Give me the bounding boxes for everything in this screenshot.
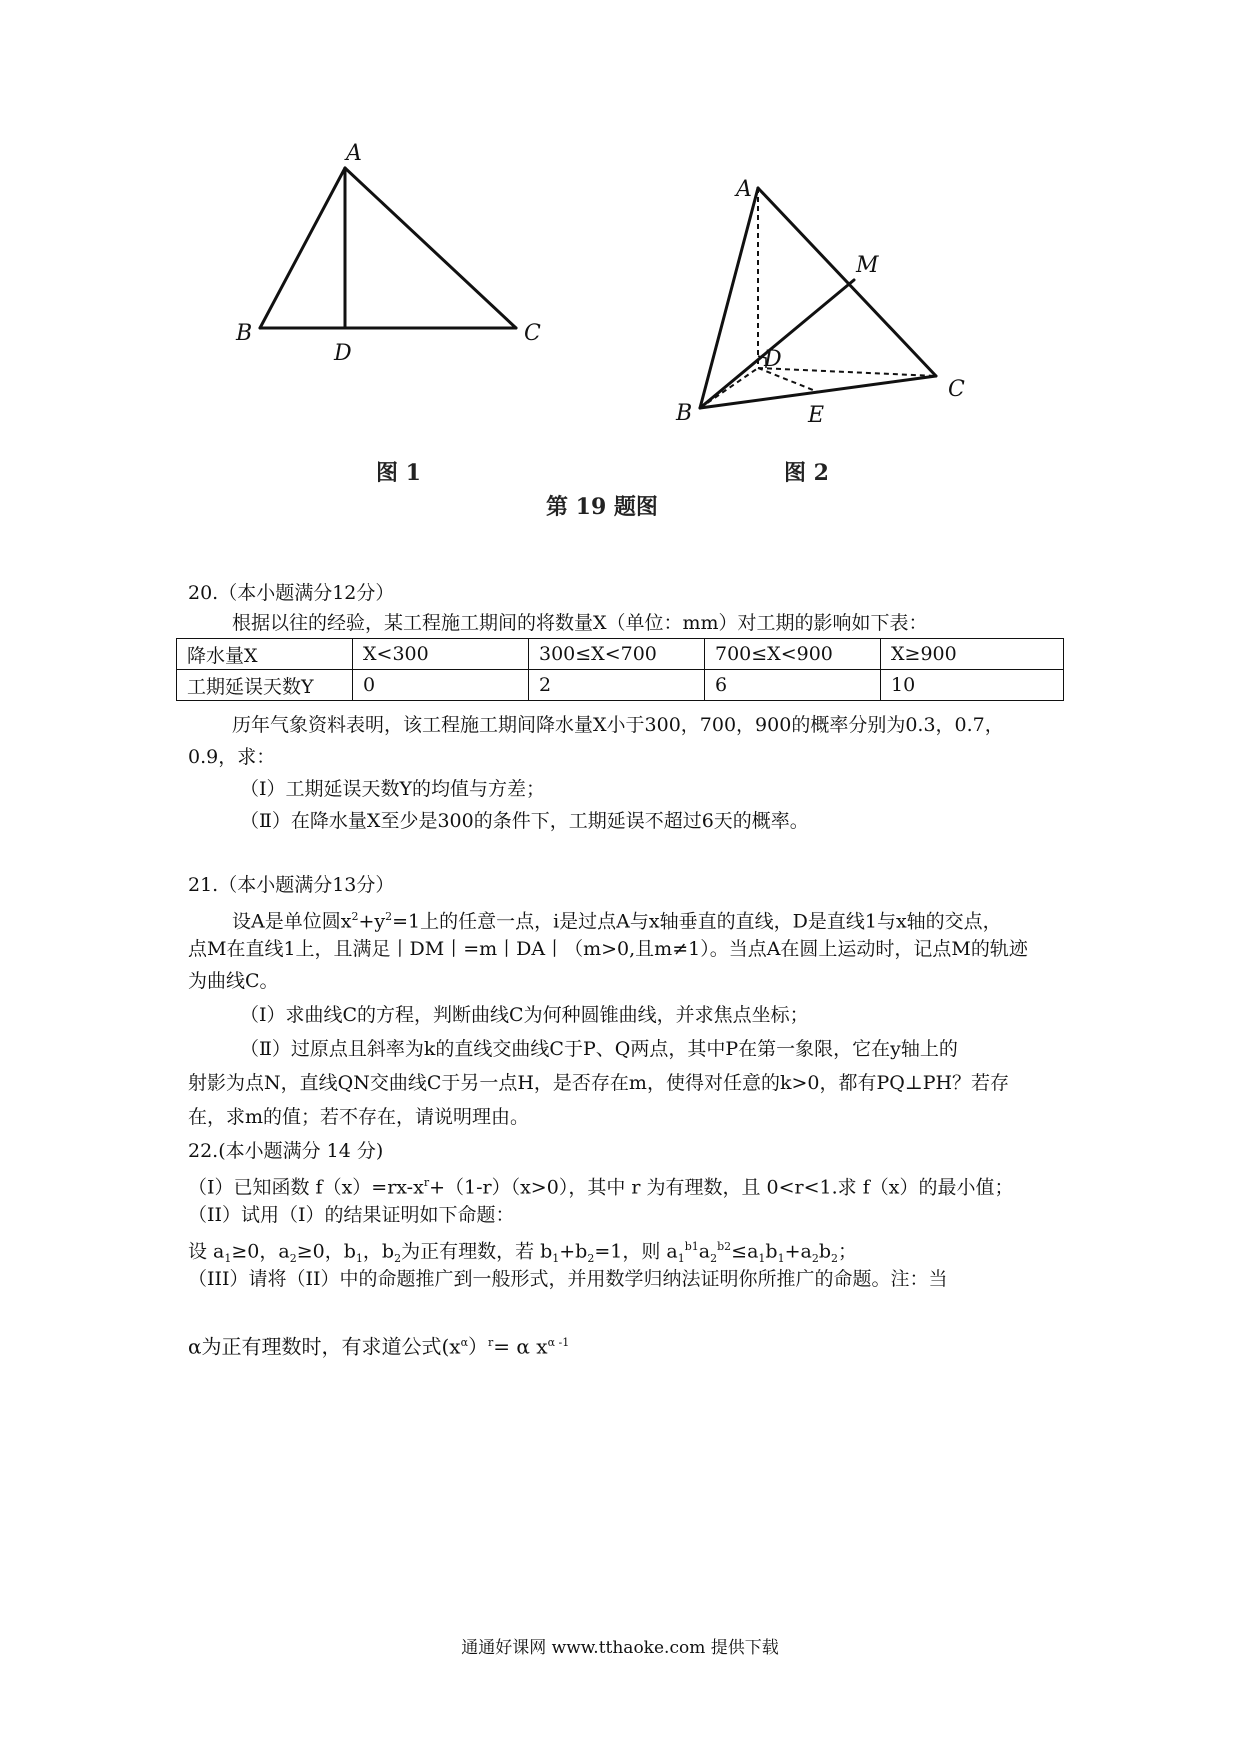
q21-sup: 2 xyxy=(385,910,393,923)
sub: 1 xyxy=(777,1252,785,1266)
q22-part2: （II）试用（I）的结果证明如下命题： xyxy=(188,1204,515,1226)
text: α为正有理数时，有求道公式(x xyxy=(188,1334,461,1359)
text: = α x xyxy=(493,1334,548,1359)
text: =1，则 a xyxy=(594,1240,678,1263)
fig2-label-a: A xyxy=(736,177,752,202)
figure-2-caption: 图 2 xyxy=(784,460,829,486)
q21-line3: 为曲线C。 xyxy=(188,970,279,992)
figure-1-caption: 图 1 xyxy=(376,460,421,486)
table-cell: 6 xyxy=(705,670,881,701)
footer: 通通好课网 www.tthaoke.com 提供下载 xyxy=(461,1638,779,1658)
table-cell: 工期延误天数Y xyxy=(177,670,353,701)
table-row xyxy=(177,670,1064,701)
q22-note xyxy=(188,1330,569,1360)
q22-part1-sup: r xyxy=(423,1176,430,1189)
q21-line5: 在，求m的值；若不存在，请说明理由。 xyxy=(188,1106,530,1128)
text: b xyxy=(765,1240,778,1263)
text: +a xyxy=(784,1240,812,1263)
table-cell: X≥900 xyxy=(881,639,1064,670)
q21-title: 21.（本小题满分13分） xyxy=(188,874,395,896)
sub: 2 xyxy=(289,1252,297,1266)
q21-part2: （Ⅱ）过原点且斜率为k的直线交曲线C于P、Q两点，其中P在第一象限，它在y轴上的 xyxy=(240,1038,958,1060)
q22-part1 xyxy=(188,1170,1013,1200)
q20-line1: 历年气象资料表明，该工程施工期间降水量X小于300，700，900的概率分别为0.3，0.7， xyxy=(232,714,1004,736)
text: +b xyxy=(559,1240,588,1263)
q21-line1-c: =1上的任意一点，i是过点A与x轴垂直的直线，D是直线1与x轴的交点， xyxy=(392,910,1002,933)
q22-part3: （III）请将（II）中的命题推广到一般形式，并用数学归纳法证明你所推广的命题。注：当 xyxy=(188,1268,948,1290)
q21-line1-b: +y xyxy=(358,910,386,933)
q20-part2: （Ⅱ）在降水量X至少是300的条件下，工期延误不超过6天的概率。 xyxy=(240,810,809,832)
sub: 2 xyxy=(710,1252,718,1266)
q22-title: 22.(本小题满分 14 分) xyxy=(188,1140,384,1162)
sub: 1 xyxy=(758,1252,766,1266)
q21-line1-a: 设A是单位圆x xyxy=(232,910,352,933)
fig2-label-c: C xyxy=(948,377,965,402)
fig2-label-d: D xyxy=(764,347,782,372)
fig1-label-c: C xyxy=(524,321,541,346)
fig2-label-e: E xyxy=(808,403,825,428)
table-cell: 10 xyxy=(881,670,1064,701)
fig1-label-d: D xyxy=(334,341,352,366)
sub: 2 xyxy=(394,1252,402,1266)
fig1-label-a: A xyxy=(346,141,362,166)
table-cell: 0 xyxy=(353,670,529,701)
table-cell: X<300 xyxy=(353,639,529,670)
figures-caption: 第 19 题图 xyxy=(546,494,658,520)
q22-part1-b: +（1-r）（x>0），其中 r 为有理数，且 0<r<1.求 f（x）的最小值； xyxy=(429,1176,1014,1199)
sup: α xyxy=(460,1336,469,1349)
q20-table xyxy=(176,638,1064,701)
text: ≥0，a xyxy=(231,1240,290,1263)
sup: α -1 xyxy=(547,1336,570,1349)
q22-part1-a: （I）已知函数 f（x）=rx-x xyxy=(188,1176,424,1199)
q20-line2: 0.9，求： xyxy=(188,746,276,768)
sub: 2 xyxy=(831,1252,839,1266)
sub: 1 xyxy=(552,1252,560,1266)
sup: r xyxy=(488,1336,494,1349)
text: ≥0，b xyxy=(296,1240,356,1263)
text: 为正有理数，若 b xyxy=(401,1240,553,1263)
sup: b1 xyxy=(684,1240,699,1253)
fig1-label-b: B xyxy=(236,321,253,346)
sub: 1 xyxy=(355,1252,363,1266)
figure-2 xyxy=(660,170,980,434)
q21-line1 xyxy=(232,904,1002,934)
text: ≤a xyxy=(731,1240,759,1263)
sup: b2 xyxy=(717,1240,732,1253)
q21-line2: 点M在直线1上，且满足丨DM丨=m丨DA丨（m>0,且m≠1）。当点A在圆上运动时，记点M的轨迹 xyxy=(188,938,1028,960)
sub: 1 xyxy=(677,1252,685,1266)
sub: 1 xyxy=(224,1252,232,1266)
q21-part1: （I）求曲线C的方程，判断曲线C为何种圆锥曲线，并求焦点坐标； xyxy=(240,1004,809,1026)
table-cell: 2 xyxy=(529,670,705,701)
text: ） xyxy=(468,1334,489,1359)
text: ，b xyxy=(362,1240,395,1263)
sub: 2 xyxy=(587,1252,595,1266)
text: ； xyxy=(838,1240,858,1263)
text: a xyxy=(698,1240,711,1263)
table-row xyxy=(177,639,1064,670)
table-cell: 700≤X<900 xyxy=(705,639,881,670)
table-cell: 降水量X xyxy=(177,639,353,670)
fig2-label-b: B xyxy=(676,401,693,426)
sub: 2 xyxy=(811,1252,819,1266)
q20-part1: （I）工期延误天数Y的均值与方差； xyxy=(240,778,546,800)
text: b xyxy=(818,1240,832,1263)
q20-intro: 根据以往的经验，某工程施工期间的将数量X（单位：mm）对工期的影响如下表： xyxy=(232,612,928,634)
text: 设 a xyxy=(188,1240,225,1263)
table-cell: 300≤X<700 xyxy=(529,639,705,670)
figure-1 xyxy=(236,140,570,404)
q21-line4: 射影为点N，直线QN交曲线C于另一点H，是否存在m，使得对任意的k>0，都有PQ⊥PH？若存 xyxy=(188,1072,1010,1094)
fig2-label-m: M xyxy=(856,253,879,278)
q20-title: 20.（本小题满分12分） xyxy=(188,582,395,604)
q21-sup: 2 xyxy=(351,910,359,923)
